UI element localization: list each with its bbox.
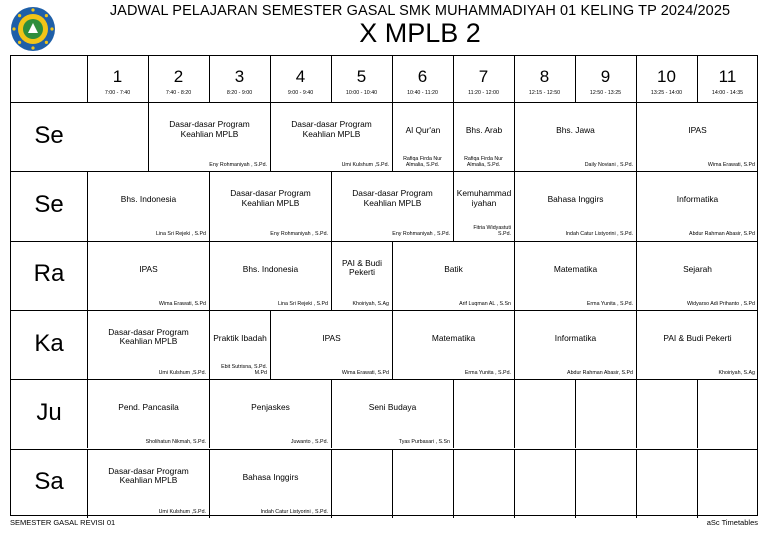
lesson-cell <box>453 171 514 240</box>
lesson-teacher: Fitria Widyastuti S.Pd. <box>473 225 511 238</box>
lesson-cell <box>636 241 758 310</box>
lesson-teacher: Sholihatun Nikmah, S.Pd. <box>145 439 206 446</box>
lesson-teacher: Wima Erawati, S.Pd <box>158 300 206 307</box>
period-number: 9 <box>600 67 611 86</box>
lesson-cell <box>392 310 514 379</box>
lesson-subject: Dasar-dasar Program Keahlian MPLB <box>108 326 189 347</box>
lesson-subject: Seni Budaya <box>368 402 417 413</box>
footer-credit: aSc Timetables <box>706 518 758 527</box>
lesson-teacher: Tyas Purbasari , S.Sn <box>398 439 450 446</box>
lesson-teacher: Umi Kulshum ,S.Pd. <box>341 162 389 169</box>
day-label: Ju <box>36 398 62 426</box>
lesson-teacher: Indah Catur Listyorini , S.Pd. <box>260 508 328 515</box>
lesson-cell <box>392 241 514 310</box>
period-time: 8:20 - 9:00 <box>226 90 253 96</box>
lesson-subject: Bhs. Jawa <box>556 125 595 135</box>
lesson-subject: Batik <box>444 263 463 274</box>
lesson-cell <box>453 379 514 448</box>
lesson-subject: Dasar-dasar Program Keahlian MPLB <box>291 119 372 139</box>
lesson-subject: IPAS <box>688 125 707 135</box>
lesson-subject: Sejarah <box>683 263 712 274</box>
lesson-teacher: Abdur Rahman Abasir, S.Pd <box>689 231 755 238</box>
day-label: Se <box>34 190 64 218</box>
lesson-cell <box>514 449 575 518</box>
lesson-cell <box>87 310 209 379</box>
lesson-teacher: Arif Luqman AL , S.Sn <box>459 300 511 307</box>
lesson-teacher: Rafiqa Firda Nur Almalia, S.Pd. <box>403 155 442 169</box>
lesson-cell <box>392 449 453 518</box>
lesson-cell <box>87 241 209 310</box>
period-time: 7:00 - 7:40 <box>104 90 131 96</box>
lesson-subject: PAI & Budi Pekerti <box>342 257 382 278</box>
lesson-subject: Dasar-dasar Program Keahlian MPLB <box>108 465 189 485</box>
period-number: 3 <box>234 67 245 86</box>
lesson-cell <box>209 310 270 379</box>
lesson-subject: Matematika <box>431 332 476 343</box>
period-number: 6 <box>417 67 428 86</box>
period-number: 7 <box>478 67 489 86</box>
lesson-subject: Kemuhammad iyahan <box>456 188 512 208</box>
lesson-subject: Dasar-dasar Program Keahlian MPLB <box>230 188 311 208</box>
lesson-subject: Dasar-dasar Program Keahlian MPLB <box>169 119 250 139</box>
lesson-subject: Al Qur'an <box>405 125 441 135</box>
period-number: 2 <box>173 67 184 86</box>
day-label: Ka <box>34 329 64 357</box>
lesson-teacher: Umi Kulshum ,S.Pd. <box>158 369 206 376</box>
lesson-subject: Pend. Pancasila <box>118 402 179 413</box>
period-time: 14:00 - 14:35 <box>711 90 744 96</box>
period-number: 8 <box>539 67 550 86</box>
lesson-cell <box>636 171 758 240</box>
lesson-cell <box>209 449 331 518</box>
period-time: 7:40 - 8:20 <box>165 90 192 96</box>
lesson-cell <box>697 379 758 448</box>
lesson-teacher: Juwanto , S.Pd. <box>290 439 328 446</box>
lesson-cell <box>331 241 392 310</box>
lesson-teacher: Ebit Sutrisna, S.Pd. M.Pd <box>221 363 267 376</box>
lesson-subject: Penjaskes <box>251 402 290 413</box>
lesson-cell <box>270 310 392 379</box>
lesson-teacher: Rafiqa Firda Nur Almalia, S.Pd. <box>464 155 503 169</box>
lesson-cell <box>209 171 331 240</box>
lesson-cell <box>575 449 636 518</box>
day-label: Se <box>34 121 64 149</box>
period-time: 10:00 - 10:40 <box>345 90 378 96</box>
lesson-cell <box>270 102 392 171</box>
period-number: 4 <box>295 67 306 86</box>
lesson-cell <box>453 449 514 518</box>
lesson-cell <box>209 241 331 310</box>
lesson-cell <box>87 379 209 448</box>
lesson-subject: PAI & Budi Pekerti <box>663 332 732 343</box>
lesson-subject: Bahasa Inggirs <box>242 471 299 482</box>
lesson-cell <box>331 379 453 448</box>
period-time: 13:25 - 14:00 <box>650 90 683 96</box>
lesson-teacher: Lina Sri Rejeki , S.Pd <box>277 300 328 307</box>
lesson-cell <box>87 171 209 240</box>
period-number: 1 <box>112 67 123 86</box>
lesson-cell <box>514 102 636 171</box>
lesson-teacher: Khoiriyah, S.Ag <box>718 369 755 376</box>
lesson-teacher: Wima Erawati, S.Pd <box>707 162 755 169</box>
lesson-cell <box>453 102 514 171</box>
lesson-teacher: Wima Erawati, S.Pd <box>341 369 389 376</box>
lesson-cell <box>392 102 453 171</box>
lesson-teacher: Abdur Rahman Abasir, S.Pd <box>567 369 633 376</box>
lesson-teacher: Khoiriyah, S.Ag <box>352 300 389 307</box>
lesson-teacher: Umi Kulshum ,S.Pd. <box>158 508 206 515</box>
lesson-subject: IPAS <box>139 263 158 274</box>
lesson-cell <box>331 449 392 518</box>
lesson-cell <box>514 379 575 448</box>
lesson-subject: Dasar-dasar Program Keahlian MPLB <box>352 188 433 208</box>
lesson-cell <box>636 449 697 518</box>
lesson-subject: Praktik Ibadah <box>213 332 267 343</box>
lesson-subject: Bhs. Indonesia <box>120 194 177 205</box>
lesson-subject: Informatika <box>676 194 719 205</box>
lesson-teacher: Eny Rohmaniyah , S.Pd. <box>270 231 328 238</box>
lesson-teacher: Erma Yunita , S.Pd. <box>464 369 511 376</box>
period-number: 5 <box>356 67 367 86</box>
lesson-cell <box>575 379 636 448</box>
lesson-cell <box>209 379 331 448</box>
period-time: 9:00 - 9:40 <box>287 90 314 96</box>
school-logo <box>10 6 56 52</box>
period-number: 10 <box>657 67 676 86</box>
lesson-subject: Bahasa Inggirs <box>547 194 604 205</box>
lesson-teacher: Lina Sri Rejeki , S.Pd <box>155 231 206 238</box>
lesson-teacher: Daily Noviani , S.Pd. <box>584 162 633 169</box>
lesson-cell <box>636 379 697 448</box>
period-number: 11 <box>718 67 737 86</box>
period-time: 12:15 - 12:50 <box>528 90 561 96</box>
lesson-cell <box>87 449 209 518</box>
lesson-cell <box>514 241 636 310</box>
lesson-subject: Bhs. Arab <box>465 125 503 135</box>
lesson-cell <box>514 171 636 240</box>
lesson-teacher: Widyarso Adi Prihanto , S.Pd <box>686 300 755 307</box>
lesson-subject: Informatika <box>554 332 597 343</box>
lesson-teacher: Eny Rohmaniyah , S.Pd. <box>392 231 450 238</box>
lesson-cell <box>331 171 453 240</box>
timetable-grid <box>10 55 758 516</box>
day-label: Ra <box>33 260 65 288</box>
period-time: 11:20 - 12:00 <box>468 90 499 96</box>
schedule-title: JADWAL PELAJARAN SEMESTER GASAL SMK MUHAMMADIYAH 01 KELING TP 2024/2025 <box>109 3 731 19</box>
class-name: X MPLB 2 <box>359 18 481 48</box>
lesson-cell <box>636 102 758 171</box>
lesson-teacher: Eny Rohmaniyah , S.Pd. <box>209 162 267 169</box>
lesson-teacher: Erma Yunita , S.Pd. <box>586 300 633 307</box>
lesson-cell <box>697 449 758 518</box>
lesson-cell <box>514 310 636 379</box>
lesson-subject: IPAS <box>322 332 341 343</box>
lesson-cell <box>636 310 758 379</box>
lesson-teacher: Indah Catur Listyorini , S.Pd. <box>565 231 633 238</box>
period-time: 12:50 - 13:25 <box>589 90 622 96</box>
day-label: Sa <box>34 468 64 496</box>
lesson-subject: Bhs. Indonesia <box>242 263 299 274</box>
period-time: 10:40 - 11:20 <box>407 90 438 96</box>
footer-revision: SEMESTER GASAL REVISI 01 <box>10 518 116 527</box>
lesson-cell <box>148 102 270 171</box>
lesson-subject: Matematika <box>553 263 598 274</box>
